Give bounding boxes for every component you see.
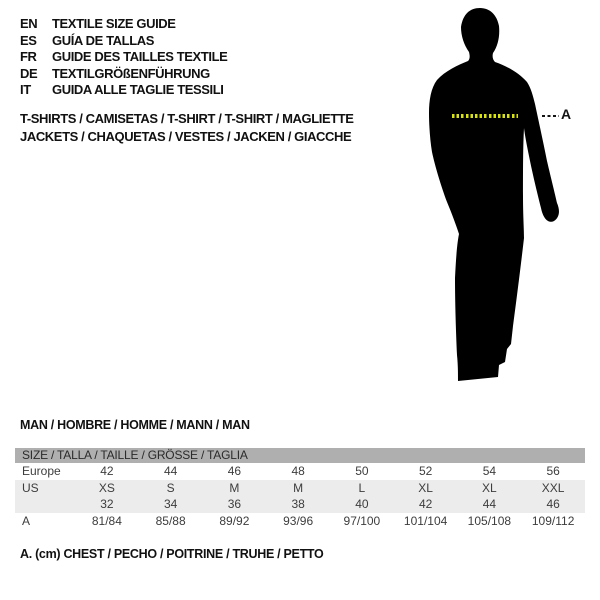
chest-measure-line <box>452 114 518 118</box>
language-row <box>20 82 227 99</box>
size-cell: 36 <box>227 497 242 511</box>
measure-leader-dashes <box>542 115 559 117</box>
man-silhouette-figure <box>427 6 567 386</box>
language-title: TEXTILE SIZE GUIDE <box>52 16 176 31</box>
table-row-us <box>15 480 585 497</box>
size-cell: 38 <box>291 497 305 511</box>
language-title: GUIDE DES TAILLES TEXTILE <box>52 49 228 64</box>
table-row-chest-a <box>15 513 585 530</box>
size-cell: 56 <box>546 464 560 478</box>
language-code: EN <box>20 16 38 31</box>
language-row <box>20 49 227 66</box>
size-cell: 46 <box>546 497 560 511</box>
size-cell: 46 <box>227 464 242 478</box>
table-row-europe <box>15 463 585 480</box>
language-title: GUÍA DE TALLAS <box>52 32 155 48</box>
size-cell: M <box>293 480 304 495</box>
garment-categories <box>20 110 354 145</box>
size-cell: XS <box>98 480 115 495</box>
language-row <box>20 16 227 33</box>
size-table <box>15 448 585 529</box>
size-cell: 54 <box>482 464 497 478</box>
measurement-footnote: A. (cm) CHEST / PECHO / POITRINE / TRUHE / PETTO <box>20 547 324 561</box>
size-cell: 32 <box>100 497 114 511</box>
category-tshirts: T-SHIRTS / CAMISETAS / T-SHIRT / T-SHIRT / MAGLIETTE <box>20 111 354 126</box>
size-cell: 101/104 <box>403 513 448 528</box>
size-cell: S <box>166 480 175 495</box>
language-title: TEXTILGRÖßENFÜHRUNG <box>52 65 210 81</box>
language-title: GUIDA ALLE TAGLIE TESSILI <box>52 82 224 97</box>
size-cell: 34 <box>163 497 178 511</box>
size-cell: 97/100 <box>343 513 381 528</box>
size-cell: L <box>358 480 366 495</box>
size-cell: 40 <box>355 497 369 511</box>
language-code: IT <box>20 82 31 97</box>
size-cell: 109/112 <box>531 513 575 528</box>
size-cell: XL <box>482 480 497 495</box>
row-label: Europe <box>22 464 61 478</box>
size-cell: 50 <box>355 464 369 478</box>
category-jackets: JACKETS / CHAQUETAS / VESTES / JACKEN / GIACCHE <box>20 128 352 144</box>
size-cell: 89/92 <box>219 513 250 528</box>
language-row <box>20 33 227 50</box>
size-cell: XXL <box>541 480 565 495</box>
language-code: FR <box>20 49 37 64</box>
size-cell: 42 <box>418 497 433 511</box>
size-cell: 93/96 <box>283 513 314 528</box>
measure-label-a: A <box>561 106 572 122</box>
language-code: ES <box>20 32 37 48</box>
size-cell: 52 <box>418 464 433 478</box>
language-code: DE <box>20 65 38 81</box>
size-cell: 42 <box>100 464 114 478</box>
section-title-man: MAN / HOMBRE / HOMME / MANN / MAN <box>20 418 250 432</box>
size-cell: 85/88 <box>155 513 186 528</box>
size-cell: 44 <box>163 464 178 478</box>
language-list <box>20 16 227 99</box>
size-cell: 105/108 <box>467 513 512 528</box>
size-cell: 44 <box>482 497 497 511</box>
size-cell: M <box>229 480 240 495</box>
size-cell: 81/84 <box>91 513 122 528</box>
row-label: US <box>22 480 39 495</box>
man-silhouette-svg <box>427 6 567 386</box>
table-row-numeric <box>15 496 585 513</box>
size-table-header: SIZE / TALLA / TAILLE / GRÖSSE / TAGLIA <box>15 448 585 463</box>
size-cell: 48 <box>291 464 305 478</box>
language-row <box>20 66 227 83</box>
size-cell: XL <box>418 480 433 495</box>
row-label <box>15 496 75 513</box>
row-label: A <box>22 513 31 528</box>
